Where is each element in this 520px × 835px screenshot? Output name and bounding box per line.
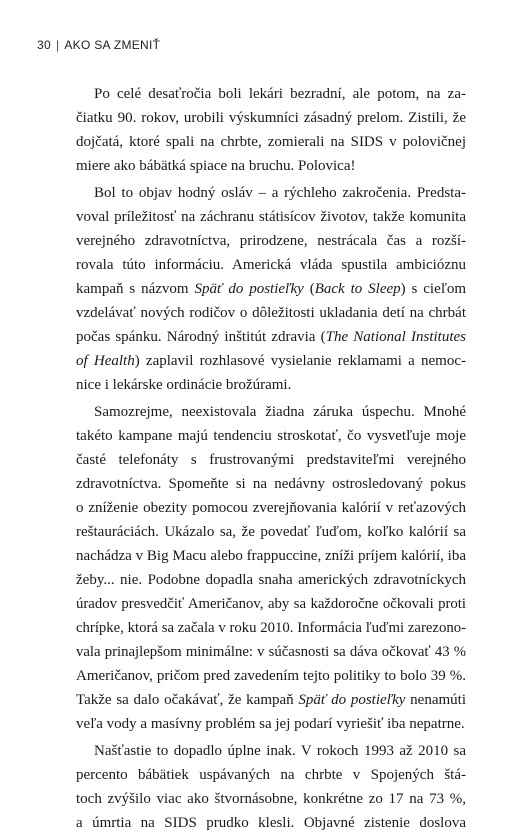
text-line — [76, 592, 466, 616]
italic-run: Back to Sleep — [314, 281, 401, 297]
text-line — [76, 253, 466, 277]
text-run: takéto kampane majú tendenciu stroskotať, čo vysvetľuje moje — [76, 428, 466, 444]
text-run: toch zvýšilo viac ako štvornásobne, konkrétne zo 17 na 73 %, — [76, 791, 466, 807]
text-line — [76, 349, 466, 373]
text-run: Američanov, pričom pred zavedením tejto politiky to bolo 39 %. — [76, 668, 466, 684]
text-run: miere ako bábätká spiace na bruchu. Polovica! — [76, 158, 356, 174]
italic-run: Späť do postieľky — [194, 281, 304, 297]
text-line — [76, 301, 466, 325]
text-run: čiatku 90. rokov, urobili výskumníci zásadný prelom. Zistili, že — [76, 110, 466, 126]
text-run: dojčatá, ktoré spali na chrbte, zomierali na SIDS v polovičnej — [76, 134, 466, 150]
text-line — [76, 400, 466, 424]
text-run: nenamúti — [405, 692, 466, 708]
text-run: Takže sa dalo očakávať, že kampaň — [76, 692, 299, 708]
text-line — [76, 640, 466, 664]
text-line — [76, 811, 466, 835]
text-run: chrípke, ktorá sa začala v roku 2010. Informácia ľuďmi zarezono- — [76, 620, 466, 636]
text-run: veľa vody a masívny problém sa jej podarí vyriešiť iba nepatrne. — [76, 716, 465, 732]
text-run: a úmrtia na SIDS prudko klesli. Objavné zistenie doslova — [76, 815, 466, 831]
text-run: percento bábätiek uspávaných na chrbte v Spojených štá- — [76, 767, 466, 783]
text-run: vala prinajlepšom minimálne: v súčasnosti sa dáva očkovať 43 % — [76, 644, 466, 660]
text-line — [76, 373, 466, 397]
text-run: reštauráciách. Ukázalo sa, že povedať ľuďom, koľko kalórií sa — [76, 524, 466, 540]
header-separator: | — [55, 38, 60, 52]
text-run: žeby... nie. Podobne dopadla snaha amerických zdravotníckych — [76, 572, 466, 588]
running-header — [37, 38, 160, 52]
italic-run: The National Institutes — [325, 329, 466, 345]
text-run: rovala túto informáciu. Americká vláda spustila ambicióznu — [76, 257, 466, 273]
text-line — [76, 154, 466, 178]
italic-run: Späť do postieľky — [298, 692, 406, 708]
text-line — [76, 472, 466, 496]
text-line — [76, 448, 466, 472]
paragraph — [76, 739, 466, 835]
text-line — [76, 688, 466, 712]
text-line — [76, 568, 466, 592]
text-run: ) zaplavil rozhlasové vysielanie reklamami a nemoc- — [134, 353, 466, 369]
text-line — [76, 763, 466, 787]
paragraph — [76, 181, 466, 397]
text-run: časté telefonáty s frustrovanými predstaviteľmi verejného — [76, 452, 466, 468]
paragraph — [76, 400, 466, 736]
text-line — [76, 229, 466, 253]
text-line — [76, 739, 466, 763]
text-run: zdravotníctva. Spomeňte si na nedávny ostrosledovaný pokus — [76, 476, 466, 492]
page-number: 30 — [37, 38, 51, 52]
text-run: ) s cieľom — [400, 281, 466, 297]
text-run: nachádza v Big Macu alebo frappuccine, zníži príjem kalórií, iba — [76, 548, 466, 564]
text-line — [76, 277, 466, 301]
text-line — [76, 544, 466, 568]
text-line — [76, 787, 466, 811]
text-run: nice i lekárske ordinácie brožúrami. — [76, 377, 292, 393]
text-run: o zníženie obezity pomocou zverejňovania kalórií v reťazových — [76, 500, 466, 516]
text-line — [76, 205, 466, 229]
text-line — [76, 181, 466, 205]
text-line — [76, 520, 466, 544]
text-run: vzdelávať nových rodičov o dôležitosti ukladania detí na chrbát — [76, 305, 466, 321]
text-line — [76, 712, 466, 736]
text-line — [76, 106, 466, 130]
body-text — [76, 82, 466, 835]
text-line — [76, 82, 466, 106]
text-line — [76, 616, 466, 640]
text-line — [76, 424, 466, 448]
text-line — [76, 130, 466, 154]
text-line — [76, 325, 466, 349]
text-run: voval príležitosť na záchranu státisícov životov, takže komunita — [76, 209, 466, 225]
text-line — [76, 664, 466, 688]
text-run: Po celé desaťročia boli lekári bezradní, ale potom, na za- — [94, 86, 466, 102]
italic-run: of Health — [76, 353, 135, 369]
running-title: AKO SA ZMENIŤ — [64, 38, 161, 52]
text-run: počas spánku. Národný inštitút zdravia ( — [76, 329, 326, 345]
text-line — [76, 496, 466, 520]
text-run: Bol to objav hodný osláv – a rýchleho zakročenia. Predsta- — [94, 185, 466, 201]
text-run: verejného zdravotníctva, prirodzene, nestrácala čas a rozší- — [76, 233, 466, 249]
text-run: kampaň s názvom — [76, 281, 195, 297]
text-run: ( — [303, 281, 315, 297]
text-run: Samozrejme, neexistovala žiadna záruka úspechu. Mnohé — [94, 404, 466, 420]
text-run: úradov presvedčiť Američanov, aby sa každoročne očkovali proti — [76, 596, 466, 612]
paragraph — [76, 82, 466, 178]
text-run: Našťastie to dopadlo úplne inak. V rokoch 1993 až 2010 sa — [94, 743, 466, 759]
